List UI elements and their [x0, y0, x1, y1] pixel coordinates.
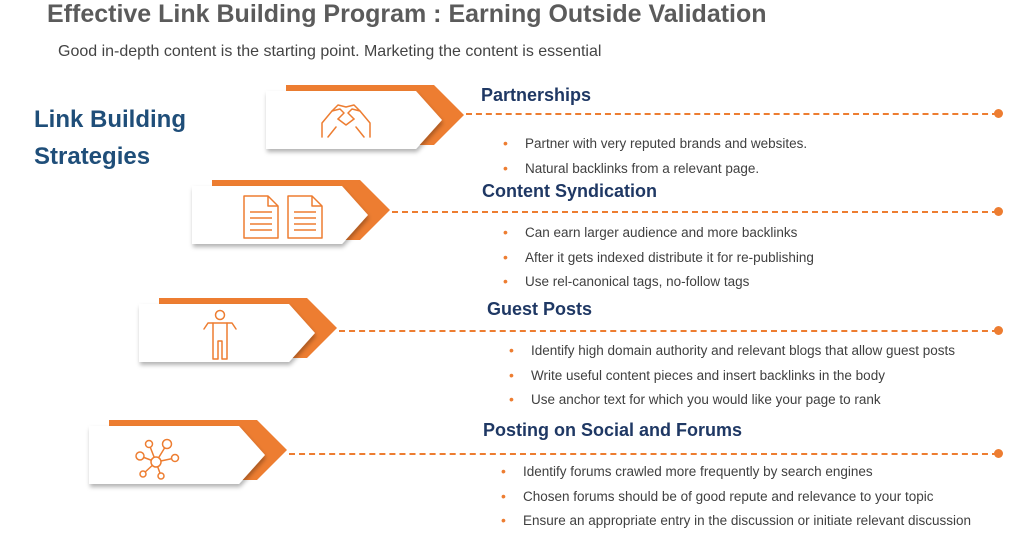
- guest-posts-card: [139, 298, 339, 366]
- chevron-shape: [89, 420, 289, 488]
- documents-icon: [242, 194, 326, 245]
- list-item: • Identify high domain authority and relevant blogs that allow guest posts: [509, 343, 955, 368]
- partnerships-connector: [466, 113, 998, 115]
- partnerships-title: Partnerships: [481, 85, 592, 105]
- chevron-shape: [139, 298, 339, 366]
- guest-posts-endpoint: [994, 326, 1003, 335]
- side-heading-line-1: Link Building: [34, 106, 186, 133]
- side-heading-line-2: Strategies: [34, 143, 151, 170]
- list-item: • Can earn larger audience and more backlinks: [503, 225, 814, 250]
- list-item: • Identify forums crawled more frequently by search engines: [501, 464, 971, 489]
- person-icon: [202, 309, 238, 366]
- list-item: • After it gets indexed distribute it for re-publishing: [503, 250, 814, 275]
- list-item: • Use rel-canonical tags, no-follow tags: [503, 274, 814, 299]
- content-syndication-bullets: [503, 225, 814, 299]
- guest-posts-title: Guest Posts: [487, 299, 593, 319]
- side-heading: [34, 101, 234, 175]
- social-forums-connector: [289, 453, 998, 455]
- list-item: • Use anchor text for which you would like your page to rank: [509, 392, 955, 417]
- guest-posts-bullets: [509, 343, 955, 417]
- page-subtitle: Good in-depth content is the starting point. Marketing the content is essential: [58, 43, 602, 60]
- content-syndication-connector: [392, 211, 998, 213]
- guest-posts-connector: [339, 330, 998, 332]
- list-item: • Write useful content pieces and insert backlinks in the body: [509, 368, 955, 393]
- list-item: • Natural backlinks from a relevant page.: [503, 161, 807, 186]
- partnerships-bullets: [503, 136, 807, 185]
- social-forums-title: Posting on Social and Forums: [483, 420, 743, 440]
- page-title: Effective Link Building Program : Earning Outside Validation: [47, 0, 767, 28]
- social-forums-bullets: [501, 464, 971, 538]
- network-icon: [131, 436, 181, 485]
- partnerships-card: [266, 85, 466, 153]
- social-forums-endpoint: [994, 449, 1003, 458]
- social-forums-card: [89, 420, 289, 488]
- content-syndication-endpoint: [994, 207, 1003, 216]
- handshake-icon: [318, 97, 374, 146]
- content-syndication-title: Content Syndication: [482, 181, 657, 201]
- list-item: • Chosen forums should be of good repute and relevance to your topic: [501, 489, 971, 514]
- list-item: • Partner with very reputed brands and websites.: [503, 136, 807, 161]
- partnerships-endpoint: [994, 109, 1003, 118]
- list-item: • Ensure an appropriate entry in the discussion or initiate relevant discussion: [501, 513, 971, 538]
- content-syndication-card: [192, 180, 392, 248]
